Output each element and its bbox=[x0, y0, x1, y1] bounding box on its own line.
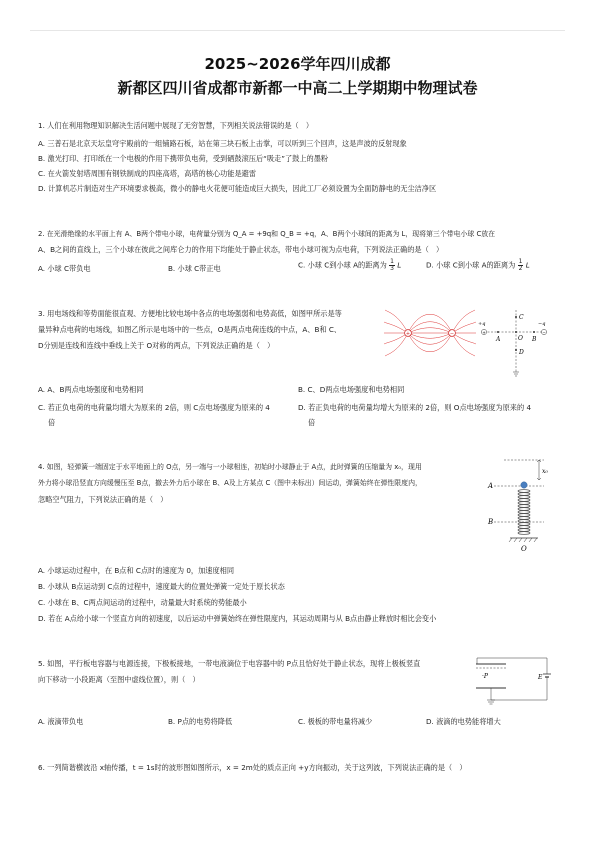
q3-label-C: C bbox=[519, 314, 524, 321]
q3-stem-line3: D分别是连线和连线中垂线上关于 O对称的两点，下列说法正确的是（ ） bbox=[38, 341, 275, 350]
q4-spring-figure bbox=[484, 452, 564, 562]
q4-option-a[interactable]: A. 小球运动过程中，在 B点和 C点时的速度为 0，加速度相同 bbox=[38, 566, 235, 575]
q3-option-c-line2[interactable]: 倍 bbox=[48, 418, 56, 427]
q4-option-c[interactable]: C. 小球在 B、C两点间运动的过程中，动量最大时系统的势能最小 bbox=[38, 598, 247, 607]
q4-label-x0: x₀ bbox=[542, 468, 548, 475]
q2-option-d-fraction bbox=[518, 259, 524, 272]
q2-option-c[interactable] bbox=[298, 259, 401, 272]
q3-label-D: D bbox=[519, 349, 524, 356]
svg-text:+: + bbox=[482, 330, 486, 335]
q3-label-B: B bbox=[532, 336, 537, 343]
q5-label-P: ·P bbox=[482, 673, 488, 680]
q4-label-B: B bbox=[488, 518, 494, 526]
q2-stem-line1: 2. 在光滑绝缘的水平面上有 A、B两个带电小球，电荷量分别为 Q_A = +9q和 Q_B = +q，A、B两个小球间的距离为 L，现将第三个带电小球 C放在 bbox=[38, 230, 496, 238]
q4-stem-line2: 外力将小球沿竖直方向缓慢压至 B点，撤去外力后小球在 B、A及上方某点 C（图中未标出）间运动，弹簧始终在弹性限度内， bbox=[38, 479, 422, 487]
q3-stem-line1: 3. 用电场线和等势面能很直观、方便地比较电场中各点的电场强弱和电势高低，如图甲所示是等 bbox=[38, 309, 342, 318]
q2-option-d-text: D. 小球 C到小球 A的距离为 bbox=[426, 260, 516, 270]
q2-stem-line2: A、B之间的直线上，三个小球在彼此之间库仑力的作用下均能处于静止状态，带电小球可视为点电荷，下列说法正确的是（ ） bbox=[38, 245, 444, 254]
q1-option-a[interactable]: A. 三普石是北京天坛皇穹宇殿前的一组铺路石板，站在第三块石板上击掌，可以听到三个回声，这是声波的反射现象 bbox=[38, 139, 407, 148]
q1-option-b[interactable]: B. 激光打印、打印纸在一个电极的作用下携带负电荷，受到硒鼓滚压后“吸走”了鼓上的墨粉 bbox=[38, 154, 329, 163]
q5-capacitor-figure bbox=[472, 650, 562, 710]
q3-option-d-line1[interactable]: D. 若正负电荷的电荷量均增大为原来的 2倍，则 O点电场强度为原来的 4 bbox=[298, 403, 532, 412]
svg-text:−: − bbox=[449, 331, 455, 337]
q5-stem-line2: 向下移动一小段距离（至图中虚线位置），则（ ） bbox=[38, 675, 200, 684]
q3-option-a[interactable]: A. A、B两点电场强度和电势相同 bbox=[38, 385, 144, 394]
q3-label-minus: −q bbox=[538, 321, 546, 327]
q2-c-denominator: 3 bbox=[390, 265, 394, 272]
paper-title-line2: 新都区四川省成都市新都一中高二上学期期中物理试卷 bbox=[117, 79, 478, 97]
q2-option-b[interactable]: B. 小球 C带正电 bbox=[168, 264, 221, 273]
q3-label-A: A bbox=[496, 336, 501, 343]
q2-option-d[interactable] bbox=[426, 259, 530, 272]
q3-option-c-line1[interactable]: C. 若正负电荷的电荷量均增大为原来的 2倍，则 C点电场强度为原来的 4 bbox=[38, 403, 270, 412]
q3-points-figure bbox=[476, 302, 568, 384]
q4-stem-line3: 忽略空气阻力，下列说法正确的是（ ） bbox=[38, 495, 168, 504]
q2-option-a[interactable]: A. 小球 C带负电 bbox=[38, 264, 91, 273]
q3-option-b[interactable]: B. C、D两点电场强度和电势相同 bbox=[298, 385, 405, 394]
svg-text:+: + bbox=[405, 331, 411, 337]
q3-label-O: O bbox=[518, 335, 523, 342]
q4-stem-line1: 4. 如图，轻弹簧一端固定于水平地面上的 O点，另一端与一小球相连，初始时小球静止于 A点，此时弹簧的压缩量为 x₀，现用 bbox=[38, 463, 422, 471]
q3-stem-line2: 量异种点电荷的电场线，如图乙所示是电场中的一些点，O是两点电荷连线的中点，A、B和 C、 bbox=[38, 325, 342, 334]
q1-stem: 1. 人们在利用物理知识解决生活问题中展现了无穷智慧，下列相关说法错误的是（ ） bbox=[38, 121, 314, 130]
q2-option-c-unit: L bbox=[397, 260, 402, 270]
q5-option-d[interactable]: D. 液滴的电势能将增大 bbox=[426, 717, 501, 726]
q2-c-numerator: 1 bbox=[390, 258, 394, 265]
q2-d-numerator: 1 bbox=[518, 258, 523, 265]
q1-option-c[interactable]: C. 在火箭发射塔周围有钢铁制成的四座高塔，高塔的核心功能是避雷 bbox=[38, 169, 257, 178]
paper-title-line1: 2025~2026学年四川成都 bbox=[204, 55, 391, 73]
q3-option-d-line2[interactable]: 倍 bbox=[308, 418, 316, 427]
q5-option-b[interactable]: B. P点的电势将降低 bbox=[168, 717, 233, 726]
q2-d-denominator: 2 bbox=[518, 265, 523, 272]
q5-option-a[interactable]: A. 液滴带负电 bbox=[38, 717, 84, 726]
q4-option-d[interactable]: D. 若在 A点给小球一个竖直方向的初速度，以后运动中弹簧始终在弹性限度内，其运动周期与从 B点由静止释放时相比会变小 bbox=[38, 614, 437, 623]
q3-field-line-figure bbox=[384, 300, 476, 366]
q4-label-O: O bbox=[521, 545, 527, 553]
q1-option-d[interactable]: D. 计算机芯片制造对生产环境要求极高，微小的静电火花便可能造成巨大损失，因此工厂必须设置为全面防静电的无尘洁净区 bbox=[38, 184, 437, 193]
q2-option-c-fraction bbox=[389, 259, 395, 272]
q4-label-A: A bbox=[488, 482, 494, 490]
q6-stem: 6. 一列简谐横波沿 x轴传播，t = 1s时的波形图如图所示，x = 2m处的质点正向 +y方向振动，关于这列波，下列说法正确的是（ ） bbox=[38, 763, 467, 772]
q5-label-E: E bbox=[538, 674, 543, 681]
q4-option-b[interactable]: B. 小球从 B点运动到 C点的过程中，速度最大的位置处弹簧一定处于原长状态 bbox=[38, 582, 285, 591]
q5-option-c[interactable]: C. 极板的带电量将减少 bbox=[298, 717, 373, 726]
q3-label-plus: +q bbox=[478, 321, 486, 327]
svg-text:−: − bbox=[542, 330, 546, 335]
top-rule bbox=[30, 30, 565, 31]
q2-option-d-unit: L bbox=[525, 260, 530, 270]
q5-stem-line1: 5. 如图，平行板电容器与电源连接，下极板接地，一带电液滴位于电容器中的 P点且恰好处于静止状态，现将上极板竖直 bbox=[38, 659, 421, 668]
q2-option-c-text: C. 小球 C到小球 A的距离为 bbox=[298, 260, 387, 270]
